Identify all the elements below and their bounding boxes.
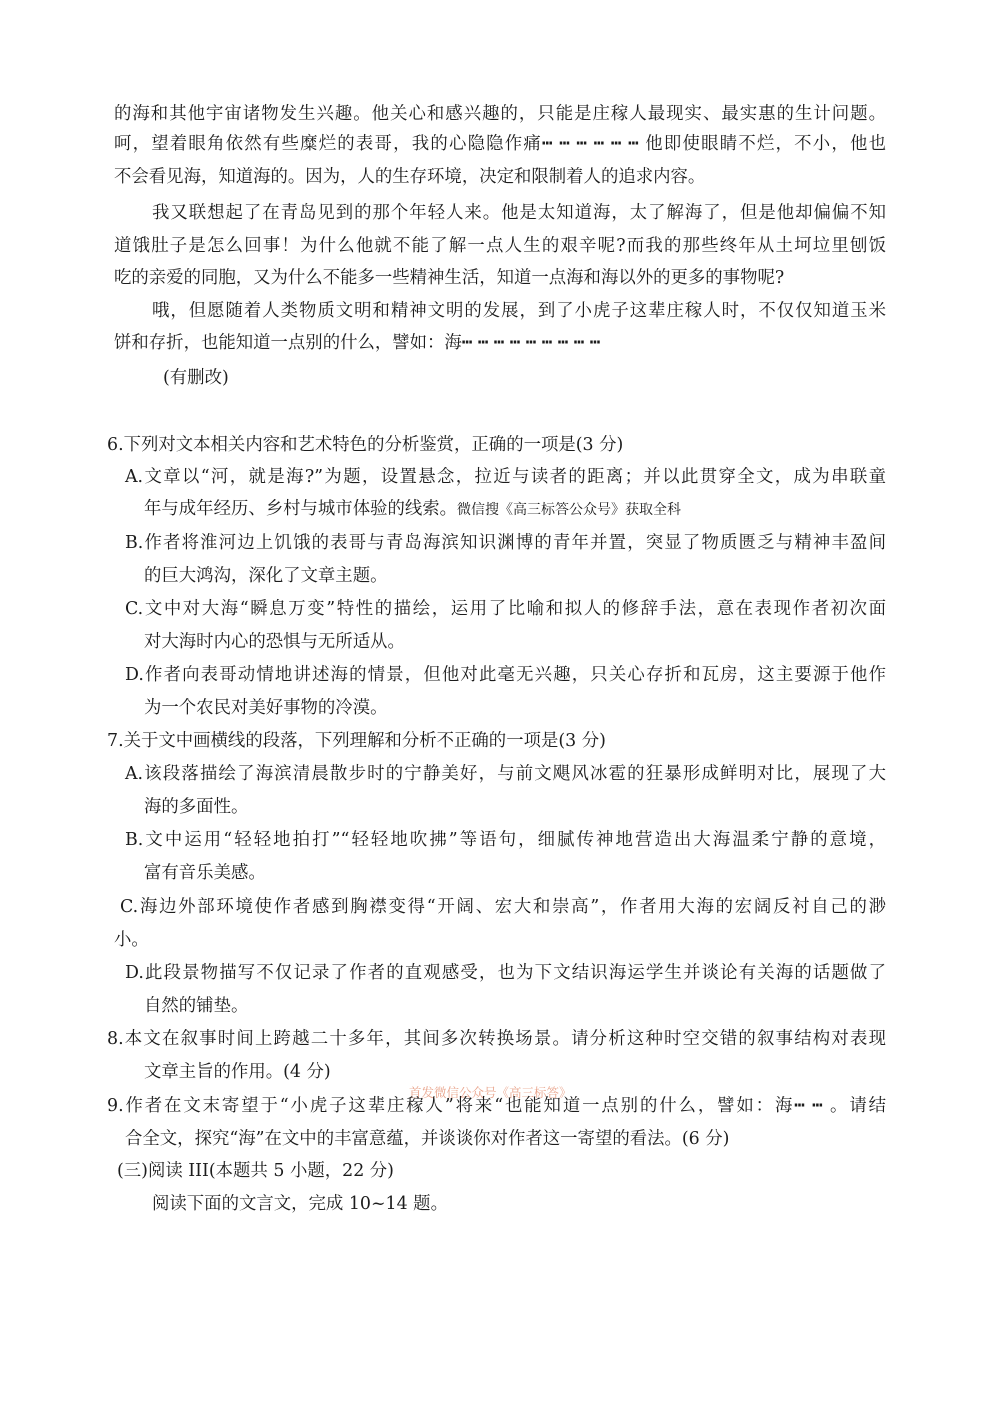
question-6-option-a-cont (144, 497, 681, 521)
question-9-stem: 9.作者在文末寄望于“小虎子这辈庄稼人”将来“也能知道一点别的什么，譬如：海┅ ┅ 。请结 (107, 1096, 886, 1116)
passage-line: 不会看见海，知道海的。因为，人的生存环境，决定和限制着人的追求内容。 (114, 167, 706, 187)
question-8-stem-cont: 文章主旨的作用。(4 分) (144, 1062, 331, 1082)
source-note: (有删改) (163, 368, 229, 388)
question-7-option-c: C.海边外部环境使作者感到胸襟变得“开阔、宏大和崇高”，作者用大海的宏阔反衬自己的渺 (120, 897, 886, 917)
watermark-text: 首发微信公众号《高三标答》 (409, 1085, 572, 1100)
question-7-option-d-cont: 自然的铺垫。 (144, 996, 249, 1016)
question-6-stem: 6.下列对文本相关内容和艺术特色的分析鉴赏，正确的一项是(3 分) (107, 435, 624, 455)
question-7-option-a-cont: 海的多面性。 (144, 797, 249, 817)
section-3-instruction: 阅读下面的文言文，完成 10~14 题。 (152, 1194, 448, 1214)
question-6-option-c: C.文中对大海“瞬息万变”特性的描绘，运用了比喻和拟人的修辞手法，意在表现作者初次面 (125, 599, 886, 619)
question-7-option-a: A.该段落描绘了海滨清晨散步时的宁静美好，与前文飓风冰雹的狂暴形成鲜明对比，展现了大 (125, 764, 886, 784)
option-text: 年与成年经历、乡村与城市体验的线索。 (144, 499, 458, 519)
question-6-option-a: A.文章以“河，就是海?”为题，设置悬念，拉近与读者的距离；并以此贯穿全文，成为串联童 (125, 467, 886, 487)
section-3-title: (三)阅读 III(本题共 5 小题，22 分) (117, 1161, 394, 1181)
passage-line: 哦，但愿随着人类物质文明和精神文明的发展，到了小虎子这辈庄稼人时，不仅仅知道玉米 (152, 301, 886, 321)
question-7-stem: 7.关于文中画横线的段落，下列理解和分析不正确的一项是(3 分) (107, 731, 606, 751)
question-6-option-d: D.作者向表哥动情地讲述海的情景，但他对此毫无兴趣，只关心存折和瓦房，这主要源于他作 (125, 665, 886, 685)
question-6-option-b: B.作者将淮河边上饥饿的表哥与青岛海滨知识渊博的青年并置，突显了物质匮乏与精神丰盈间 (125, 533, 886, 553)
passage-line: 呵，望着眼角依然有些糜烂的表哥，我的心隐隐作痛┅ ┅ ┅ ┅ ┅ ┅ 他即使眼睛不烂，不小，他也 (114, 134, 886, 154)
passage-line: 我又联想起了在青岛见到的那个年轻人来。他是太知道海，太了解海了，但是他却偏偏不知 (152, 203, 886, 223)
question-7-option-b: B.文中运用“轻轻地拍打”“轻轻地吹拂”等语句，细腻传神地营造出大海温柔宁静的意境， (125, 830, 886, 850)
question-7-option-b-cont: 富有音乐美感。 (144, 863, 266, 883)
question-6-option-c-cont: 对大海时内心的恐惧与无所适从。 (144, 632, 405, 652)
question-6-option-b-cont: 的巨大鸿沟，深化了文章主题。 (144, 566, 388, 586)
question-7-option-d: D.此段景物描写不仅记录了作者的直观感受，也为下文结识海运学生并谈论有关海的话题做了 (125, 963, 886, 983)
question-7-option-c-cont: 小。 (114, 930, 149, 950)
passage-line: 道饿肚子是怎么回事！为什么他就不能了解一点人生的艰辛呢?而我的那些终年从土坷垃里刨饭 (114, 236, 886, 256)
passage-line: 饼和存折，也能知道一点别的什么，譬如：海┅ ┅ ┅ ┅ ┅ ┅ ┅ ┅ ┅ (114, 333, 601, 353)
question-9-stem-cont: 合全文，探究“海”在文中的丰富意蕴，并谈谈你对作者这一寄望的看法。(6 分) (125, 1129, 730, 1149)
question-6-option-d-cont: 为一个农民对美好事物的冷漠。 (144, 698, 388, 718)
passage-line: 吃的亲爱的同胞，又为什么不能多一些精神生活，知道一点海和海以外的更多的事物呢? (114, 268, 785, 288)
promo-note: 微信搜《高三标答公众号》获取全科 (457, 502, 682, 518)
passage-line: 的海和其他宇宙诸物发生兴趣。他关心和感兴趣的，只能是庄稼人最现实、最实惠的生计问题。 (114, 104, 886, 124)
question-8-stem: 8.本文在叙事时间上跨越二十多年，其间多次转换场景。请分析这种时空交错的叙事结构对表现 (107, 1029, 886, 1049)
